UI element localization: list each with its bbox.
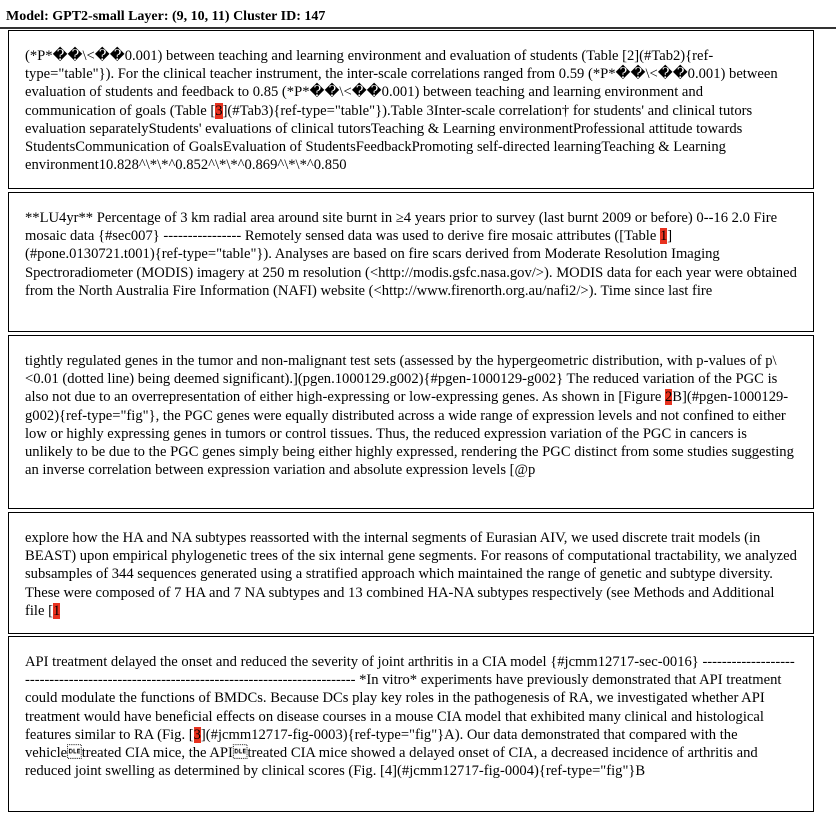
text-sample-5 [8,636,814,812]
sample-text-before: **LU4yr** Percentage of 3 km radial area around site burnt in ≥4 years prior to survey (last burnt 2009 or before) 0--16 2.0 Fire mosaic data {#sec007} ---------------- Remotely sensed data was used to derive fire mosaic attributes ([Table [25,210,778,245]
sample-text-before: API treatment delayed the onset and reduced the severity of joint arthritis in a CIA model {#jcmm12717-sec-0016} --------------------------------------------------------------------------------------- *In vitro* experiments have previously demonstrated that API treatment could modulate the functions of BMDCs. Because DCs play key roles in the pathogenesis of RA, we investigated whether API treatment would have beneficial effects on disease courses in a mouse CIA model that exhibited many clinical and histological features similar to RA (Fig. [ [25,654,795,743]
text-sample-2 [8,192,814,332]
text-sample-1 [8,30,814,189]
page-title: Model: GPT2-small Layer: (9, 10, 11) Cluster ID: 147 [6,9,326,24]
title-divider [0,27,836,29]
sample-text-after: ](#jcmm12717-fig-0003){ref-type="fig"}A). Our data demonstrated that compared with the vehicletreated CIA mice, the APItreated CIA mice showed a delayed onset of CIA, a decreased incidence of arthritis and reduced joint swelling as determined by clinical scores (Fig. [4](#jcmm12717-fig-0004){ref-type="fig"}B [25,726,758,780]
sample-text-after: ](#Tab3){ref-type="table"}).Table 3Inter-scale correlation† for students' and clinical tutors evaluation separatelyStudents' evaluations of clinical tutorsTeaching & Learning environmentProfessional attitude towards StudentsCommunication of GoalsEvaluation of StudentsFeedbackPromoting self-directed learningTeaching & Learning environment10.828^\*\*^0.852^\*\*^0.869^\*\*^0.850 [25,102,753,174]
highlighted-token: 3 [215,102,223,119]
sample-text-before: (*P*��\<��0.001) between teaching and learning environment and evaluation of students (Table [2](#Tab2){ref-type="table"}). For the clinical teacher instrument, the inter-scale correlations ranged from 0.59 (*P*��\<��0.001) between evaluation of students and feedback to 0.85 (*P*��\<��0.001) between teaching and learning environment and communication of goals (Table [ [25,48,778,119]
text-sample-3 [8,335,814,509]
sample-text-before: tightly regulated genes in the tumor and non-malignant test sets (assessed by the hypergeometric distribution, with p-values of p\<0.01 (dotted line) being deemed significant).](pgen.1000129.g002){#pgen-1000129-g002} The reduced variation of the PGC is also not due to an overrepresentation of either high-expressing or low-expressing genes. As shown in [Figure [25,353,778,406]
highlighted-token: 1 [52,602,61,619]
text-sample-4 [8,512,814,634]
sample-text-before: explore how the HA and NA subtypes reassorted with the internal segments of Eurasian AIV, we used discrete trait models (in BEAST) upon empirical phylogenetic trees of the six internal gene segments. For reasons of computational tractability, we analyzed subsamples of 344 sequences generated using a stratified approach which maintained the range of genetic and subtype diversity. These were composed of 7 HA and 7 NA subtypes and 13 combined HA-NA subtypes respectively (see Methods and Additional file [ [25,530,797,619]
highlighted-token: 1 [660,228,668,245]
sample-text-after: ](#pone.0130721.t001){ref-type="table"}). Analyses are based on fire scars derived from Moderate Resolution Imaging Spectroradiometer (MODIS) imagery at 250 m resolution (<http://modis.gsfc.nasa.gov/>). MODIS data for each year were obtained from the North Australia Fire Information (NAFI) website (<http://www.firenorth.org.au/nafi2/>). Time since last fire [25,228,797,299]
highlighted-token: 2 [664,389,673,406]
sample-text-after: B](#pgen-1000129-g002){ref-type="fig"}, the PGC genes were equally distributed across a wide range of expression levels and not confined to either low or highly expressing genes in tumors or control tissues. Thus, the reduced expression variation of the PGC in cancers is unlikely to be due to the PGC genes simply being either highly expressed, rendering the PGC distinct from some studies suggesting an inverse correlation between expression variation and absolute expression levels [@p [25,389,794,479]
highlighted-token: 3 [193,726,201,743]
